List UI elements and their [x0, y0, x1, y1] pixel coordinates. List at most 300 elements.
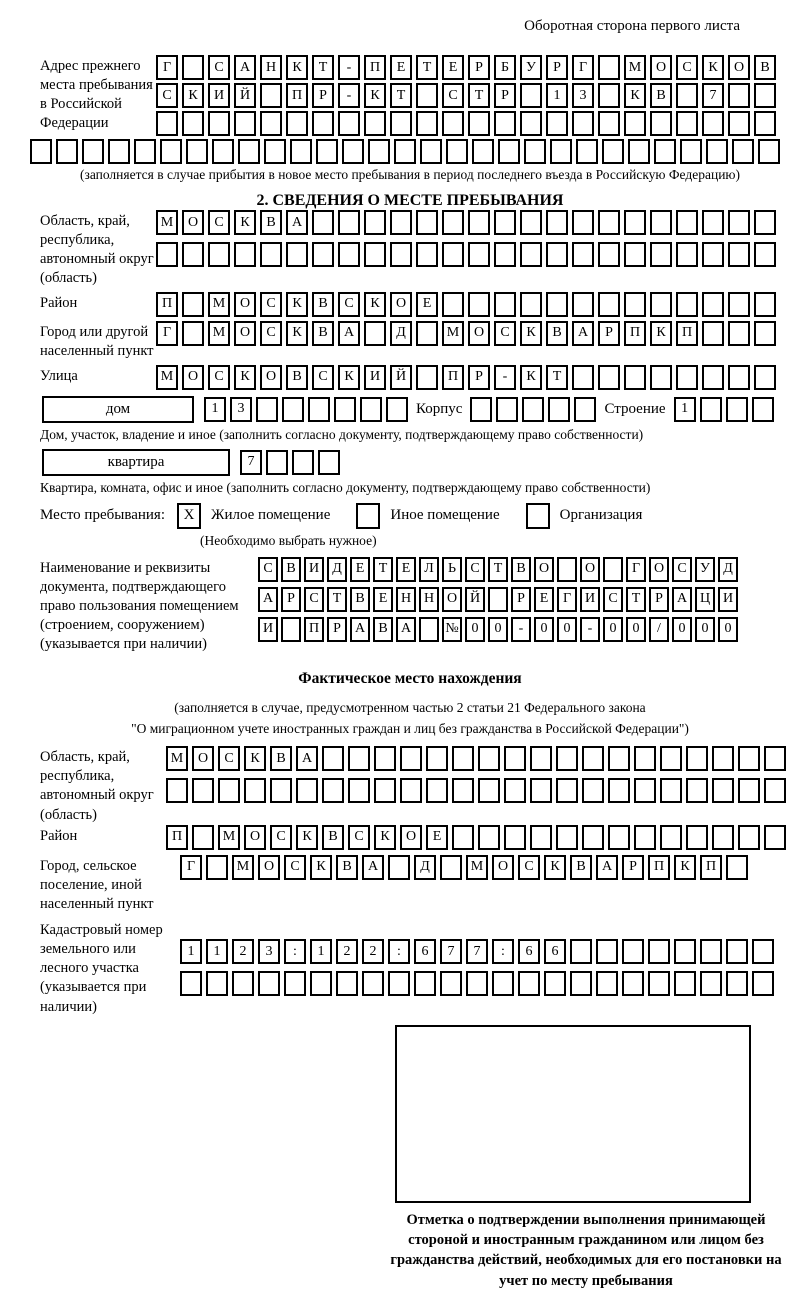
char-cell[interactable] — [478, 746, 500, 771]
char-cell[interactable]: Е — [416, 292, 438, 317]
char-cell[interactable] — [726, 397, 748, 422]
char-cell[interactable] — [628, 139, 650, 164]
char-cell[interactable]: Г — [626, 557, 646, 582]
char-cell[interactable]: О — [442, 587, 462, 612]
char-cell[interactable]: М — [208, 321, 230, 346]
char-cell[interactable] — [520, 292, 542, 317]
char-cell[interactable]: Т — [546, 365, 568, 390]
char-cell[interactable] — [338, 242, 360, 267]
char-cell[interactable]: К — [234, 365, 256, 390]
char-cell[interactable] — [572, 210, 594, 235]
char-cell[interactable]: П — [676, 321, 698, 346]
char-cell[interactable] — [282, 397, 304, 422]
char-cell[interactable] — [650, 210, 672, 235]
char-cell[interactable] — [364, 210, 386, 235]
char-cell[interactable]: Е — [442, 55, 464, 80]
char-cell[interactable] — [752, 971, 774, 996]
char-cell[interactable]: - — [494, 365, 516, 390]
char-cell[interactable]: С — [672, 557, 692, 582]
char-cell[interactable] — [182, 242, 204, 267]
char-cell[interactable]: Т — [488, 557, 508, 582]
char-cell[interactable]: А — [338, 321, 360, 346]
char-cell[interactable]: С — [208, 55, 230, 80]
char-cell[interactable] — [754, 210, 776, 235]
char-cell[interactable]: М — [442, 321, 464, 346]
char-cell[interactable] — [362, 971, 384, 996]
char-cell[interactable]: 0 — [672, 617, 692, 642]
char-cell[interactable] — [712, 778, 734, 803]
char-cell[interactable] — [572, 111, 594, 136]
char-cell[interactable]: С — [284, 855, 306, 880]
char-cell[interactable]: Г — [156, 55, 178, 80]
char-cell[interactable] — [504, 778, 526, 803]
char-cell[interactable] — [728, 83, 750, 108]
char-cell[interactable]: У — [695, 557, 715, 582]
char-cell[interactable] — [624, 242, 646, 267]
char-cell[interactable]: К — [702, 55, 724, 80]
char-cell[interactable] — [622, 939, 644, 964]
char-cell[interactable]: / — [649, 617, 669, 642]
char-cell[interactable]: Г — [572, 55, 594, 80]
char-cell[interactable] — [596, 939, 618, 964]
char-cell[interactable] — [598, 365, 620, 390]
char-cell[interactable] — [556, 746, 578, 771]
char-cell[interactable]: К — [364, 83, 386, 108]
char-cell[interactable]: П — [442, 365, 464, 390]
char-cell[interactable] — [530, 746, 552, 771]
char-cell[interactable] — [336, 971, 358, 996]
char-cell[interactable]: Р — [327, 617, 347, 642]
char-cell[interactable]: Р — [546, 55, 568, 80]
char-cell[interactable] — [108, 139, 130, 164]
char-cell[interactable]: 1 — [310, 939, 332, 964]
char-cell[interactable]: Й — [390, 365, 412, 390]
char-cell[interactable] — [754, 83, 776, 108]
char-cell[interactable] — [676, 365, 698, 390]
char-cell[interactable]: Т — [327, 587, 347, 612]
char-cell[interactable] — [186, 139, 208, 164]
char-cell[interactable] — [634, 778, 656, 803]
char-cell[interactable] — [674, 971, 696, 996]
char-cell[interactable]: Ц — [695, 587, 715, 612]
char-cell[interactable] — [368, 139, 390, 164]
char-cell[interactable] — [728, 210, 750, 235]
char-cell[interactable] — [440, 855, 462, 880]
char-cell[interactable]: О — [234, 321, 256, 346]
char-cell[interactable] — [544, 971, 566, 996]
char-cell[interactable]: Т — [373, 557, 393, 582]
char-cell[interactable] — [598, 55, 620, 80]
char-cell[interactable] — [752, 939, 774, 964]
char-cell[interactable] — [686, 825, 708, 850]
char-cell[interactable]: Е — [534, 587, 554, 612]
char-cell[interactable]: 0 — [534, 617, 554, 642]
char-cell[interactable] — [420, 139, 442, 164]
char-cell[interactable]: К — [244, 746, 266, 771]
char-cell[interactable]: 3 — [230, 397, 252, 422]
char-cell[interactable] — [338, 111, 360, 136]
char-cell[interactable]: С — [442, 83, 464, 108]
char-cell[interactable] — [598, 210, 620, 235]
char-cell[interactable]: В — [650, 83, 672, 108]
char-cell[interactable] — [414, 971, 436, 996]
char-cell[interactable] — [738, 746, 760, 771]
char-cell[interactable]: О — [258, 855, 280, 880]
char-cell[interactable] — [598, 292, 620, 317]
char-cell[interactable] — [572, 242, 594, 267]
char-cell[interactable] — [726, 971, 748, 996]
char-cell[interactable] — [478, 778, 500, 803]
char-cell[interactable]: А — [350, 617, 370, 642]
char-cell[interactable] — [676, 292, 698, 317]
char-cell[interactable] — [442, 210, 464, 235]
char-cell[interactable]: Й — [234, 83, 256, 108]
char-cell[interactable] — [754, 321, 776, 346]
char-cell[interactable]: С — [208, 210, 230, 235]
char-cell[interactable]: С — [518, 855, 540, 880]
char-cell[interactable] — [468, 292, 490, 317]
char-cell[interactable]: П — [166, 825, 188, 850]
char-cell[interactable] — [634, 746, 656, 771]
char-cell[interactable]: В — [754, 55, 776, 80]
char-cell[interactable]: Н — [396, 587, 416, 612]
char-cell[interactable]: - — [511, 617, 531, 642]
char-cell[interactable]: 7 — [240, 450, 262, 475]
char-cell[interactable] — [166, 778, 188, 803]
char-cell[interactable] — [570, 939, 592, 964]
char-cell[interactable] — [674, 939, 696, 964]
char-cell[interactable] — [700, 397, 722, 422]
char-cell[interactable]: М — [232, 855, 254, 880]
char-cell[interactable] — [498, 139, 520, 164]
char-cell[interactable] — [310, 971, 332, 996]
char-cell[interactable]: О — [534, 557, 554, 582]
char-cell[interactable] — [728, 242, 750, 267]
char-cell[interactable] — [82, 139, 104, 164]
char-cell[interactable] — [286, 242, 308, 267]
char-cell[interactable] — [504, 825, 526, 850]
char-cell[interactable]: К — [520, 321, 542, 346]
char-cell[interactable] — [212, 139, 234, 164]
char-cell[interactable]: Р — [511, 587, 531, 612]
char-cell[interactable] — [390, 210, 412, 235]
char-cell[interactable] — [488, 587, 508, 612]
char-cell[interactable]: О — [234, 292, 256, 317]
char-cell[interactable]: А — [286, 210, 308, 235]
char-cell[interactable]: М — [166, 746, 188, 771]
char-cell[interactable]: 0 — [626, 617, 646, 642]
char-cell[interactable] — [232, 971, 254, 996]
char-cell[interactable] — [738, 778, 760, 803]
char-cell[interactable] — [650, 242, 672, 267]
char-cell[interactable] — [764, 825, 786, 850]
char-cell[interactable] — [426, 746, 448, 771]
char-cell[interactable]: 1 — [206, 939, 228, 964]
char-cell[interactable]: : — [284, 939, 306, 964]
char-cell[interactable]: Й — [465, 587, 485, 612]
char-cell[interactable] — [726, 939, 748, 964]
char-cell[interactable] — [416, 83, 438, 108]
char-cell[interactable] — [648, 971, 670, 996]
char-cell[interactable]: С — [156, 83, 178, 108]
char-cell[interactable] — [452, 825, 474, 850]
char-cell[interactable]: В — [270, 746, 292, 771]
char-cell[interactable] — [754, 111, 776, 136]
char-cell[interactable] — [700, 939, 722, 964]
char-cell[interactable]: С — [465, 557, 485, 582]
char-cell[interactable] — [364, 321, 386, 346]
char-cell[interactable] — [470, 397, 492, 422]
char-cell[interactable] — [290, 139, 312, 164]
char-cell[interactable]: И — [304, 557, 324, 582]
char-cell[interactable]: Ь — [442, 557, 462, 582]
char-cell[interactable] — [622, 971, 644, 996]
char-cell[interactable] — [686, 778, 708, 803]
char-cell[interactable] — [598, 111, 620, 136]
checkbox-residential[interactable]: X — [177, 503, 201, 529]
char-cell[interactable]: 0 — [557, 617, 577, 642]
char-cell[interactable] — [452, 778, 474, 803]
char-cell[interactable] — [348, 746, 370, 771]
char-cell[interactable] — [156, 242, 178, 267]
char-cell[interactable] — [312, 242, 334, 267]
char-cell[interactable] — [374, 746, 396, 771]
char-cell[interactable] — [342, 139, 364, 164]
char-cell[interactable]: Г — [180, 855, 202, 880]
char-cell[interactable] — [348, 778, 370, 803]
char-cell[interactable] — [206, 855, 228, 880]
char-cell[interactable] — [572, 292, 594, 317]
char-cell[interactable] — [546, 210, 568, 235]
char-cell[interactable] — [680, 139, 702, 164]
char-cell[interactable]: 7 — [466, 939, 488, 964]
char-cell[interactable]: Т — [626, 587, 646, 612]
char-cell[interactable] — [234, 242, 256, 267]
char-cell[interactable] — [496, 397, 518, 422]
char-cell[interactable]: Т — [390, 83, 412, 108]
char-cell[interactable] — [546, 242, 568, 267]
char-cell[interactable]: Е — [396, 557, 416, 582]
char-cell[interactable]: Р — [281, 587, 301, 612]
char-cell[interactable]: К — [544, 855, 566, 880]
char-cell[interactable]: В — [260, 210, 282, 235]
char-cell[interactable] — [260, 83, 282, 108]
char-cell[interactable]: 6 — [518, 939, 540, 964]
char-cell[interactable]: Б — [494, 55, 516, 80]
char-cell[interactable]: И — [208, 83, 230, 108]
char-cell[interactable] — [258, 971, 280, 996]
char-cell[interactable]: - — [580, 617, 600, 642]
char-cell[interactable]: М — [624, 55, 646, 80]
char-cell[interactable] — [504, 746, 526, 771]
char-cell[interactable]: А — [596, 855, 618, 880]
char-cell[interactable]: А — [362, 855, 384, 880]
char-cell[interactable] — [182, 55, 204, 80]
char-cell[interactable] — [400, 778, 422, 803]
char-cell[interactable]: 3 — [258, 939, 280, 964]
char-cell[interactable]: О — [650, 55, 672, 80]
char-cell[interactable] — [264, 139, 286, 164]
char-cell[interactable] — [650, 365, 672, 390]
char-cell[interactable] — [520, 111, 542, 136]
char-cell[interactable]: С — [304, 587, 324, 612]
char-cell[interactable] — [582, 746, 604, 771]
char-cell[interactable] — [322, 778, 344, 803]
char-cell[interactable] — [520, 210, 542, 235]
checkbox-organization[interactable] — [526, 503, 550, 529]
char-cell[interactable]: : — [388, 939, 410, 964]
char-cell[interactable] — [390, 111, 412, 136]
char-cell[interactable] — [494, 210, 516, 235]
char-cell[interactable] — [416, 210, 438, 235]
char-cell[interactable] — [308, 397, 330, 422]
char-cell[interactable]: О — [649, 557, 669, 582]
char-cell[interactable]: В — [281, 557, 301, 582]
char-cell[interactable] — [416, 242, 438, 267]
char-cell[interactable] — [728, 111, 750, 136]
char-cell[interactable] — [754, 292, 776, 317]
char-cell[interactable] — [530, 778, 552, 803]
char-cell[interactable] — [728, 321, 750, 346]
char-cell[interactable]: К — [296, 825, 318, 850]
char-cell[interactable] — [598, 83, 620, 108]
char-cell[interactable]: К — [310, 855, 332, 880]
char-cell[interactable]: О — [492, 855, 514, 880]
char-cell[interactable] — [706, 139, 728, 164]
char-cell[interactable] — [492, 971, 514, 996]
char-cell[interactable]: 6 — [544, 939, 566, 964]
char-cell[interactable]: Д — [718, 557, 738, 582]
char-cell[interactable] — [726, 855, 748, 880]
char-cell[interactable]: О — [580, 557, 600, 582]
char-cell[interactable] — [208, 111, 230, 136]
char-cell[interactable] — [686, 746, 708, 771]
char-cell[interactable] — [650, 292, 672, 317]
char-cell[interactable] — [548, 397, 570, 422]
char-cell[interactable]: 0 — [603, 617, 623, 642]
char-cell[interactable]: М — [208, 292, 230, 317]
char-cell[interactable]: И — [718, 587, 738, 612]
char-cell[interactable] — [530, 825, 552, 850]
char-cell[interactable]: Н — [260, 55, 282, 80]
char-cell[interactable] — [758, 139, 780, 164]
char-cell[interactable] — [30, 139, 52, 164]
char-cell[interactable]: П — [364, 55, 386, 80]
char-cell[interactable] — [518, 971, 540, 996]
char-cell[interactable] — [260, 111, 282, 136]
char-cell[interactable] — [466, 971, 488, 996]
char-cell[interactable] — [182, 111, 204, 136]
char-cell[interactable]: О — [244, 825, 266, 850]
char-cell[interactable] — [192, 778, 214, 803]
char-cell[interactable] — [206, 971, 228, 996]
char-cell[interactable]: А — [296, 746, 318, 771]
char-cell[interactable] — [660, 778, 682, 803]
char-cell[interactable]: К — [650, 321, 672, 346]
char-cell[interactable] — [334, 397, 356, 422]
char-cell[interactable] — [546, 292, 568, 317]
char-cell[interactable]: К — [674, 855, 696, 880]
char-cell[interactable]: 0 — [695, 617, 715, 642]
char-cell[interactable] — [364, 242, 386, 267]
char-cell[interactable]: К — [338, 365, 360, 390]
char-cell[interactable] — [292, 450, 314, 475]
char-cell[interactable] — [576, 139, 598, 164]
char-cell[interactable]: В — [570, 855, 592, 880]
char-cell[interactable] — [281, 617, 301, 642]
char-cell[interactable] — [256, 397, 278, 422]
char-cell[interactable]: А — [234, 55, 256, 80]
char-cell[interactable]: А — [396, 617, 416, 642]
char-cell[interactable] — [468, 242, 490, 267]
char-cell[interactable]: В — [373, 617, 393, 642]
char-cell[interactable]: С — [260, 321, 282, 346]
char-cell[interactable]: 2 — [362, 939, 384, 964]
char-cell[interactable] — [602, 139, 624, 164]
char-cell[interactable] — [676, 111, 698, 136]
char-cell[interactable] — [654, 139, 676, 164]
char-cell[interactable] — [738, 825, 760, 850]
char-cell[interactable]: И — [258, 617, 278, 642]
char-cell[interactable] — [700, 971, 722, 996]
char-cell[interactable]: 1 — [546, 83, 568, 108]
char-cell[interactable]: С — [603, 587, 623, 612]
char-cell[interactable] — [452, 746, 474, 771]
char-cell[interactable] — [712, 825, 734, 850]
char-cell[interactable]: Р — [312, 83, 334, 108]
char-cell[interactable]: С — [338, 292, 360, 317]
char-cell[interactable] — [478, 825, 500, 850]
char-cell[interactable] — [764, 778, 786, 803]
char-cell[interactable] — [752, 397, 774, 422]
char-cell[interactable] — [702, 242, 724, 267]
char-cell[interactable]: К — [286, 321, 308, 346]
char-cell[interactable]: Е — [390, 55, 412, 80]
char-cell[interactable]: Е — [426, 825, 448, 850]
char-cell[interactable]: С — [676, 55, 698, 80]
char-cell[interactable] — [660, 746, 682, 771]
char-cell[interactable] — [468, 210, 490, 235]
char-cell[interactable]: 1 — [674, 397, 696, 422]
char-cell[interactable]: 0 — [718, 617, 738, 642]
char-cell[interactable] — [494, 292, 516, 317]
char-cell[interactable] — [394, 139, 416, 164]
char-cell[interactable] — [388, 971, 410, 996]
char-cell[interactable]: К — [182, 83, 204, 108]
char-cell[interactable] — [446, 139, 468, 164]
char-cell[interactable]: С — [218, 746, 240, 771]
char-cell[interactable] — [624, 111, 646, 136]
char-cell[interactable] — [676, 242, 698, 267]
char-cell[interactable] — [192, 825, 214, 850]
char-cell[interactable]: Р — [598, 321, 620, 346]
char-cell[interactable] — [676, 210, 698, 235]
char-cell[interactable] — [728, 365, 750, 390]
char-cell[interactable]: Л — [419, 557, 439, 582]
char-cell[interactable] — [764, 746, 786, 771]
char-cell[interactable] — [608, 746, 630, 771]
char-cell[interactable]: В — [546, 321, 568, 346]
char-cell[interactable]: А — [672, 587, 692, 612]
char-cell[interactable] — [442, 111, 464, 136]
char-cell[interactable] — [472, 139, 494, 164]
char-cell[interactable] — [322, 746, 344, 771]
char-cell[interactable]: П — [624, 321, 646, 346]
char-cell[interactable] — [754, 365, 776, 390]
char-cell[interactable] — [338, 210, 360, 235]
char-cell[interactable]: Г — [156, 321, 178, 346]
char-cell[interactable]: № — [442, 617, 462, 642]
